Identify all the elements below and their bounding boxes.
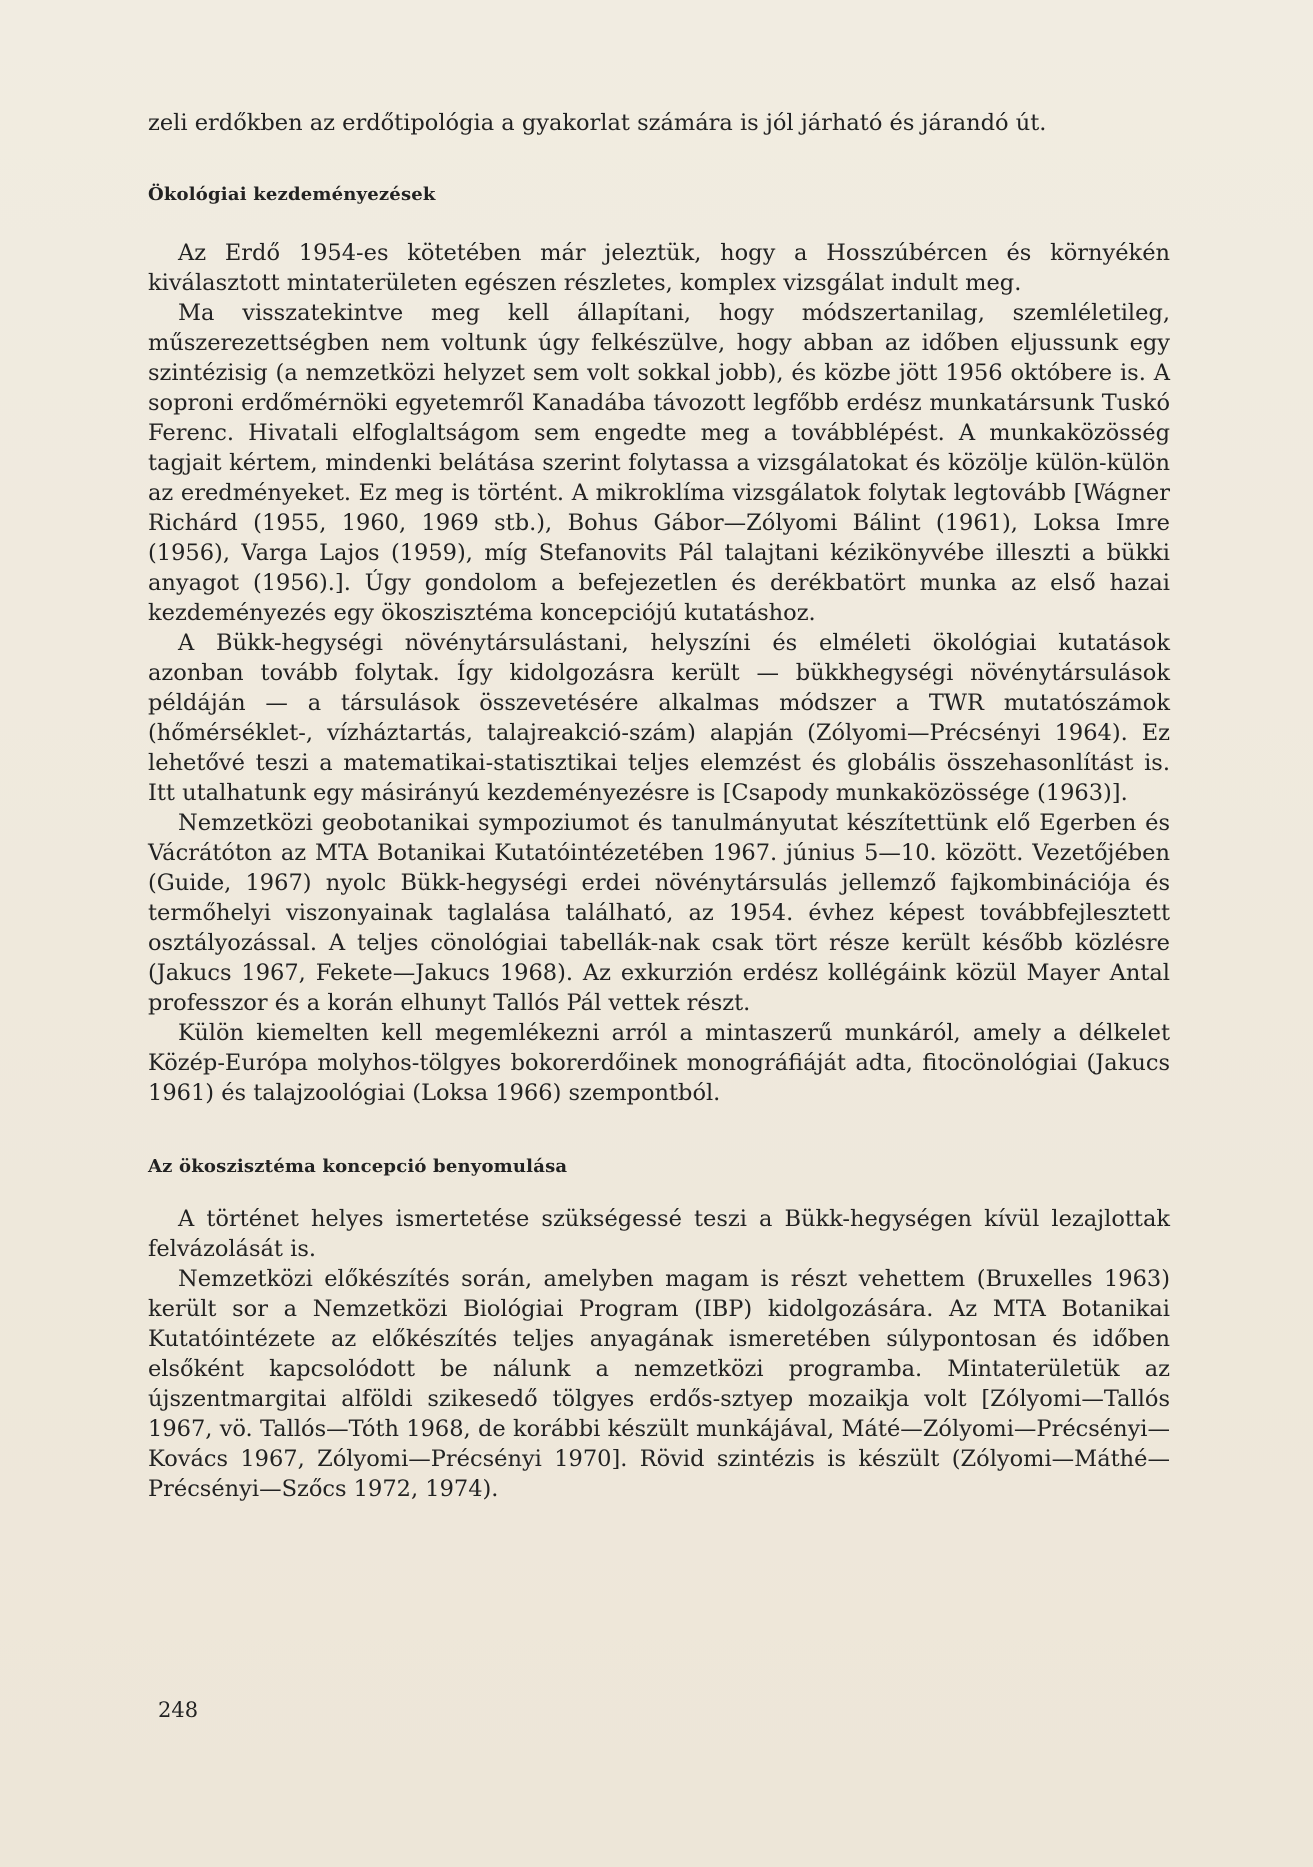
paragraph: Az Erdő 1954-es kötetében már jeleztük, hogy a Hosszúbércen és környékén kiválasztott mintaterületen egészen részletes, komplex vizsgálat indult meg.	[148, 240, 1170, 296]
page-number: 248	[158, 1698, 199, 1722]
paragraph: Ma visszatekintve meg kell állapítani, hogy módszertanilag, szemléletileg, műszerezettségben nem voltunk úgy felkészülve, hogy abban az időben eljussunk egy szintézisig (a nemzetközi helyzet sem volt sokkal jobb), és közbe jött 1956 októbere is. A soproni erdőmérnöki egyetemről Kanadába távozott legfőbb erdész munkatársunk Tuskó Ferenc. Hivatali elfoglaltságom sem engedte meg a továbblépést. A munkaközösség tagjait kértem, mindenki belátása szerint folytassa a vizsgálatokat és közölje külön-külön az eredményeket. Ez meg is történt. A mikroklíma vizsgálatok folytak legtovább [Wágner Richárd (1955, 1960, 1969 stb.), Bohus Gábor—Zólyomi Bálint (1961), Loksa Imre (1956), Varga Lajos (1959), míg Stefanovits Pál talajtani kézikönyvébe illeszti a bükki anyagot (1956).]. Úgy gondolom a befejezetlen és derékbatört munka az első hazai kezdeményezés egy ökoszisztéma koncepciójú kutatáshoz.	[148, 300, 1170, 626]
paragraph: Külön kiemelten kell megemlékezni arról a mintaszerű munkáról, amely a délkelet Közép-Európa molyhos-tölgyes bokorerdőinek monográfiáját adta, fitocönológiai (Jakucs 1961) és talajzoológiai (Loksa 1966) szempontból.	[148, 1020, 1170, 1106]
paragraph-continuation: zeli erdőkben az erdőtipológia a gyakorlat számára is jól járható és járandó út.	[148, 110, 1047, 136]
paragraph: Nemzetközi geobotanikai sympoziumot és tanulmányutat készítettünk elő Egerben és Vácrátóton az MTA Botanikai Kutatóintézetében 1967. június 5—10. között. Vezetőjében (Guide, 1967) nyolc Bükk-hegységi erdei növénytársulás jellemző fajkombinációja és termőhelyi viszonyainak taglalása található, az 1954. évhez képest továbbfejlesztett osztályozással. A teljes cönológiai tabellák-nak csak tört része került később közlésre (Jakucs 1967, Fekete—Jakucs 1968). Az exkurzión erdész kollégáink közül Mayer Antal professzor és a korán elhunyt Tallós Pál vettek részt.	[148, 810, 1170, 1016]
paragraph: Nemzetközi előkészítés során, amelyben magam is részt vehettem (Bruxelles 1963) került sor a Nemzetközi Biológiai Program (IBP) kidolgozására. Az MTA Botanikai Kutatóintézete az előkészítés teljes anyagának ismeretében súlypontosan és időben elsőként kapcsolódott be nálunk a nemzetközi programba. Mintaterületük az újszentmargitai alföldi szikesedő tölgyes erdős-sztyep mozaikja volt [Zólyomi—Tallós 1967, vö. Tallós—Tóth 1968, de korábbi készült munkájával, Máté—Zólyomi—Précsényi—Kovács 1967, Zólyomi—Précsényi 1970]. Rövid szintézis is készült (Zólyomi—Máthé—Précsényi—Szőcs 1972, 1974).	[148, 1266, 1170, 1502]
page-content	[148, 108, 1170, 1504]
section-heading-ecosystem-concept: Az ökoszisztéma koncepció benyomulása	[148, 1156, 568, 1177]
paragraph: A Bükk-hegységi növénytársulástani, helyszíni és elméleti ökológiai kutatások azonban tovább folytak. Így kidolgozásra került — bükkhegységi növénytársulások példáján — a társulások összevetésére alkalmas módszer a TWR mutatószámok (hőmérséklet-, vízháztartás, talajreakció-szám) alapján (Zólyomi—Précsényi 1964). Ez lehetővé teszi a matematikai-statisztikai teljes elemzést és globális összehasonlítást is. Itt utalhatunk egy másirányú kezdeményezésre is [Csapody munkaközössége (1963)].	[148, 630, 1170, 806]
section-heading-ecological: Ökológiai kezdeményezések	[148, 184, 436, 205]
paragraph: A történet helyes ismertetése szükségessé teszi a Bükk-hegységen kívül lezajlottak felvázolását is.	[148, 1206, 1170, 1262]
